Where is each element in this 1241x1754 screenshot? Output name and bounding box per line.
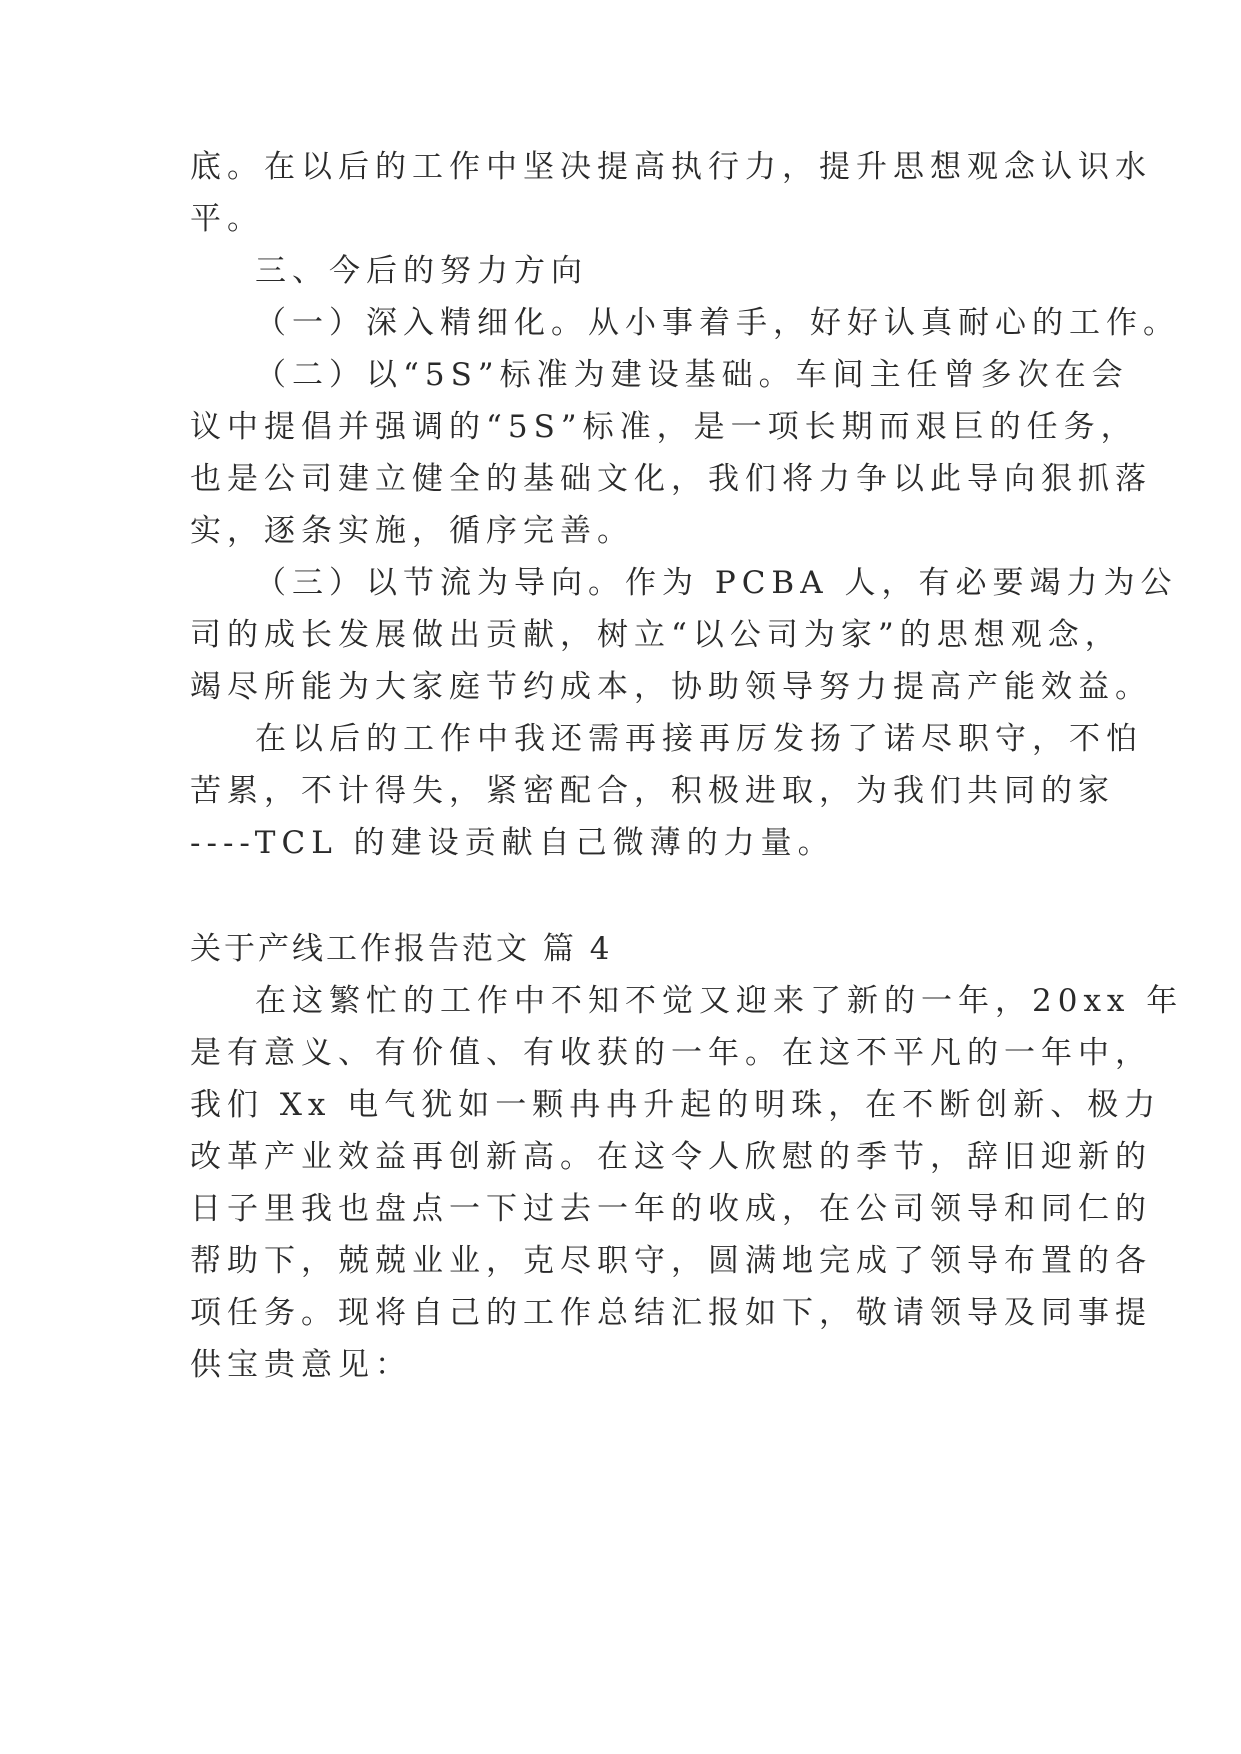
paragraph-line: 议中提倡并强调的“5S”标准，是一项长期而艰巨的任务， <box>190 409 1138 445</box>
paragraph-line: 是有意义、有价值、有收获的一年。在这不平凡的一年中， <box>190 1035 1152 1071</box>
paragraph-line: 改革产业效益再创新高。在这令人欣慰的季节，辞旧迎新的 <box>190 1139 1152 1175</box>
paragraph-line: 实，逐条实施，循序完善。 <box>190 513 634 549</box>
paragraph-line: 帮助下，兢兢业业，克尽职守，圆满地完成了领导布置的各 <box>190 1243 1152 1279</box>
paragraph-line: 项任务。现将自己的工作总结汇报如下，敬请领导及同事提 <box>190 1295 1152 1331</box>
paragraph-line: 我们 Xx 电气犹如一颗冉冉升起的明珠，在不断创新、极力 <box>190 1087 1162 1123</box>
paragraph-line: 日子里我也盘点一下过去一年的收成，在公司领导和同仁的 <box>190 1191 1152 1227</box>
paragraph-line: 竭尽所能为大家庭节约成本，协助领导努力提高产能效益。 <box>190 669 1152 705</box>
paragraph-line: 也是公司建立健全的基础文化，我们将力争以此导向狠抓落 <box>190 461 1152 497</box>
section-heading: 三、今后的努力方向 <box>255 253 588 289</box>
paragraph-line: 在以后的工作中我还需再接再厉发扬了诺尽职守，不怕 <box>255 721 1143 757</box>
paragraph-line: 平。 <box>190 201 264 237</box>
paragraph-line: ----TCL 的建设贡献自己微薄的力量。 <box>190 825 835 861</box>
paragraph-line: 供宝贵意见： <box>190 1347 412 1383</box>
paragraph-line: 司的成长发展做出贡献，树立“以公司为家”的思想观念， <box>190 617 1122 653</box>
list-item: （一）深入精细化。从小事着手，好好认真耐心的工作。 <box>255 305 1180 341</box>
paragraph-line: 底。在以后的工作中坚决提高执行力，提升思想观念认识水 <box>190 149 1152 185</box>
list-item: （三）以节流为导向。作为 PCBA 人，有必要竭力为公 <box>255 565 1178 601</box>
paragraph-line: 苦累，不计得失，紧密配合，积极进取，为我们共同的家 <box>190 773 1115 809</box>
paragraph-line: 在这繁忙的工作中不知不觉又迎来了新的一年，20xx 年 <box>255 983 1184 1019</box>
article-title: 关于产线工作报告范文 篇 4 <box>190 931 613 967</box>
list-item: （二）以“5S”标准为建设基础。车间主任曾多次在会 <box>255 357 1129 393</box>
